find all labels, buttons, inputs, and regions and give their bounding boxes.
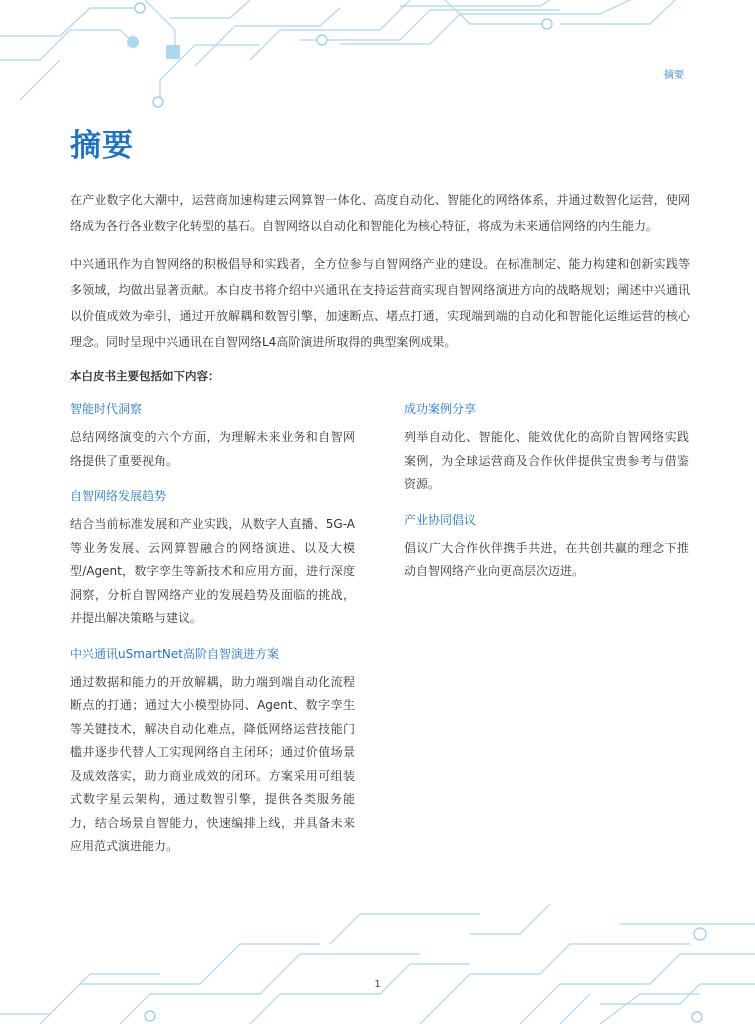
page-number: 1: [374, 979, 381, 990]
section-body: 结合当前标准发展和产业实践，从数字人直播、5G-A等业务发展、云网算智融合的网络演进、以及大模型/Agent，数字孪生等新技术和应用方面，进行深度洞察，分析自智网络产业的发展趋势及面临的挑战，并提出解决策略与建议。: [70, 517, 355, 625]
intro-paragraph: 中兴通讯作为自智网络的积极倡导和实践者，全方位参与自智网络产业的建设。在标准制定、能力构建和创新实践等多领域，均做出显著贡献。本白皮书将介绍中兴通讯在支持运营商实现自智网络演进方向的战略规划；阐述中兴通讯以价值成效为牵引，通过开放解耦和数智引擎，加速断点、堵点打通，实现端到端的自动化和智能化运维运营的核心理念。同时呈现中兴通讯在自智网络L4高阶演进所取得的典型案例成果。: [70, 257, 690, 349]
page-title: 摘要: [70, 128, 134, 164]
section-item: [70, 487, 355, 631]
section-item: [70, 645, 355, 859]
header-section-label: 摘要: [664, 70, 684, 81]
section-body: 通过数据和能力的开放解耦，助力端到端自动化流程断点的打通；通过大小模型协同、Agent、数字孪生等关键技术，解决自动化难点，降低网络运营技能门槛并逐步代替人工实现网络自主闭环；通过价值场景及成效落实，助力商业成效的闭环。方案采用可组装式数字星云架构，通过数智引擎，提供各类服务能力，结合场景自智能力，快速编排上线，并具备未来应用范式演进能力。: [70, 674, 355, 853]
intro-text: [70, 187, 690, 367]
section-body: 总结网络演变的六个方面，为理解未来业务和自智网络提供了重要视角。: [70, 430, 355, 468]
section-item: [70, 400, 355, 473]
section-item: [404, 400, 689, 497]
section-title: 智能时代洞察: [70, 402, 143, 416]
intro-paragraph: 在产业数字化大潮中，运营商加速构建云网算智一体化、高度自动化、智能化的网络体系，并通过数智化运营，使网络成为各行各业数字化转型的基石。自智网络以自动化和智能化为核心特征，将成为未来通信网络的内生能力。: [70, 193, 690, 233]
contents-column-right: [404, 400, 689, 598]
contents-column-left: [70, 400, 355, 873]
section-title: 产业协同倡议: [404, 512, 477, 527]
contents-heading: 本白皮书主要包括如下内容：: [70, 369, 220, 383]
section-body: 列举自动化、智能化、能效优化的高阶自智网络实践案例，为全球运营商及合作伙伴提供宝贵参考与借鉴资源。: [404, 430, 689, 491]
section-title: 成功案例分享: [404, 402, 477, 416]
section-body: 倡议广大合作伙伴携手共进，在共创共赢的理念下推动自智网络产业向更高层次迈进。: [404, 540, 689, 578]
circuit-decoration-bottom: [0, 904, 755, 1024]
section-title: 中兴通讯uSmartNet高阶自智演进方案: [70, 646, 279, 661]
circuit-decoration-top: [0, 0, 755, 120]
section-item: [404, 511, 689, 584]
section-title: 自智网络发展趋势: [70, 489, 167, 503]
